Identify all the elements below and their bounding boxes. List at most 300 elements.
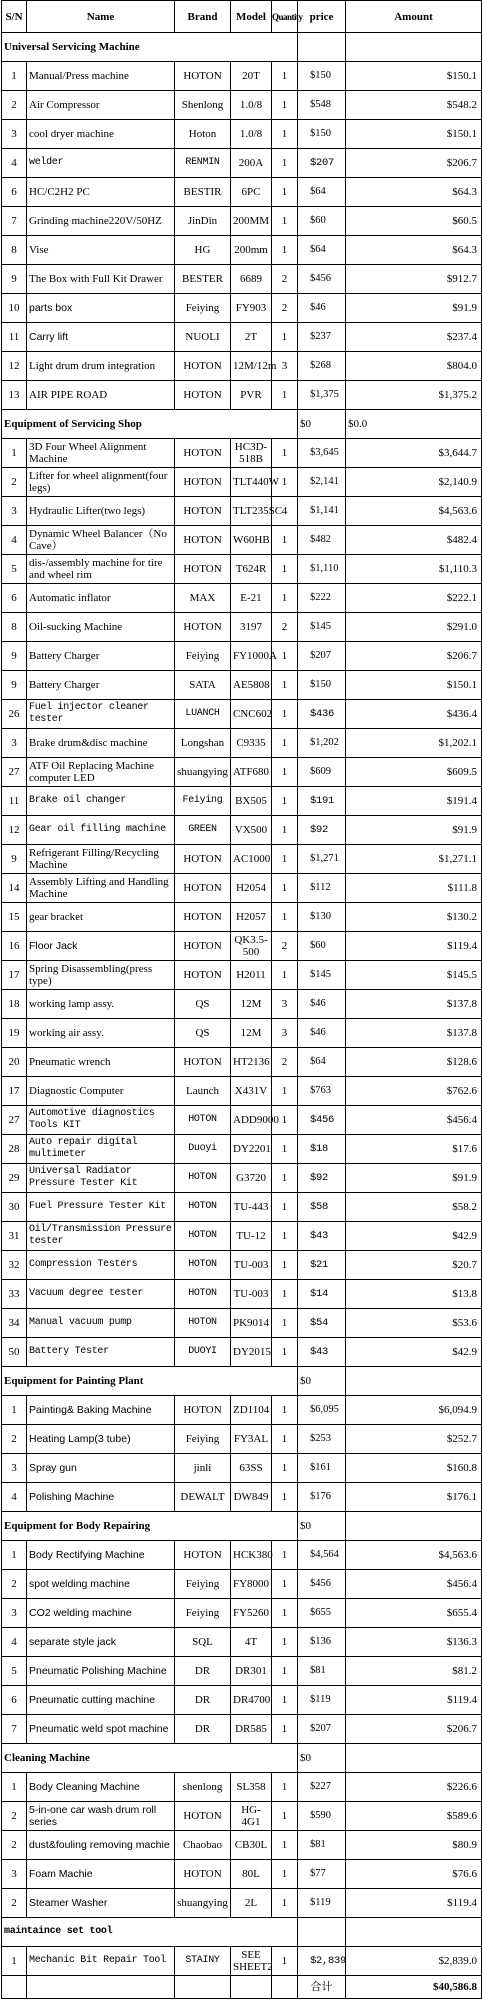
table-row — [2, 1628, 482, 1657]
cell-brand: DEWALT — [175, 1483, 231, 1512]
cell-brand: jinli — [175, 1454, 231, 1483]
table-row — [2, 642, 482, 671]
cell-amount: $456.4 — [346, 1106, 482, 1135]
cell-sn: 3 — [2, 1599, 27, 1628]
cell-quantity: 1 — [272, 207, 298, 236]
table-row — [2, 1599, 482, 1628]
cell-name: Carry lift — [27, 323, 175, 352]
table-row — [2, 62, 482, 91]
cell-brand: HOTON — [175, 1251, 231, 1280]
cell-price: $590 — [298, 1802, 346, 1831]
cell-quantity: 1 — [272, 1338, 298, 1367]
table-row — [2, 1570, 482, 1599]
table-row — [2, 1715, 482, 1744]
table-row — [2, 1889, 482, 1918]
cell-quantity: 1 — [272, 1135, 298, 1164]
cell-name: gear bracket — [27, 903, 175, 932]
section-title: Universal Servicing Machine — [2, 33, 298, 62]
cell-price: $4,564 — [298, 1541, 346, 1570]
section-price — [298, 1918, 346, 1947]
cell-model: G3720 — [231, 1164, 272, 1193]
cell-brand: Feiying — [175, 1425, 231, 1454]
table-body — [2, 33, 482, 1976]
cell-quantity: 2 — [272, 613, 298, 642]
cell-name: Automotive diagnostics Tools KIT — [27, 1106, 175, 1135]
cell-name: dis-/assembly machine for tire and wheel rim — [27, 555, 175, 584]
cell-name: Body Rectifying Machine — [27, 1541, 175, 1570]
cell-price: $207 — [298, 642, 346, 671]
cell-sn: 5 — [2, 1657, 27, 1686]
cell-quantity: 1 — [272, 1309, 298, 1338]
cell-price: $207 — [298, 149, 346, 178]
cell-brand: HOTON — [175, 845, 231, 874]
table-row — [2, 990, 482, 1019]
cell-amount: $137.8 — [346, 1019, 482, 1048]
cell-quantity: 1 — [272, 1570, 298, 1599]
cell-sn: 6 — [2, 178, 27, 207]
cell-model: DW849 — [231, 1483, 272, 1512]
cell-sn: 10 — [2, 294, 27, 323]
cell-sn: 1 — [2, 1773, 27, 1802]
table-row — [2, 1135, 482, 1164]
cell-price: $145 — [298, 613, 346, 642]
table-row — [2, 178, 482, 207]
cell-brand: HOTON — [175, 1048, 231, 1077]
cell-brand: HOTON — [175, 1222, 231, 1251]
cell-model: 4T — [231, 1628, 272, 1657]
cell-name: Vise — [27, 236, 175, 265]
cell-quantity: 1 — [272, 555, 298, 584]
cell-name: Body Cleaning Machine — [27, 1773, 175, 1802]
cell-amount: $136.3 — [346, 1628, 482, 1657]
cell-amount: $762.6 — [346, 1077, 482, 1106]
cell-amount: $76.6 — [346, 1860, 482, 1889]
cell-brand: STAINY — [175, 1947, 231, 1976]
cell-brand: BESTER — [175, 265, 231, 294]
cell-price: $21 — [298, 1251, 346, 1280]
cell-name: spot welding machine — [27, 1570, 175, 1599]
cell-sn: 30 — [2, 1193, 27, 1222]
cell-sn: 4 — [2, 1628, 27, 1657]
table-row — [2, 526, 482, 555]
cell-amount: $609.5 — [346, 758, 482, 787]
cell-price: $161 — [298, 1454, 346, 1483]
cell-price: $150 — [298, 671, 346, 700]
cell-quantity: 1 — [272, 816, 298, 845]
cell-quantity: 1 — [272, 1541, 298, 1570]
cell-name: Hydraulic Lifter(two legs) — [27, 497, 175, 526]
cell-brand: Chaobao — [175, 1831, 231, 1860]
cell-sn: 28 — [2, 1135, 27, 1164]
cell-price: $64 — [298, 178, 346, 207]
cell-model: H2011 — [231, 961, 272, 990]
cell-quantity: 1 — [272, 642, 298, 671]
cell-price: $436 — [298, 700, 346, 729]
cell-brand: shenlong — [175, 1773, 231, 1802]
table-row — [2, 207, 482, 236]
cell-quantity: 4 — [272, 497, 298, 526]
cell-amount: $91.9 — [346, 1164, 482, 1193]
cell-name: Diagnostic Computer — [27, 1077, 175, 1106]
cell-amount: $3,644.7 — [346, 439, 482, 468]
cell-model: TLT440W — [231, 468, 272, 497]
table-row — [2, 1425, 482, 1454]
cell-sn: 4 — [2, 1483, 27, 1512]
cell-price: $227 — [298, 1773, 346, 1802]
header-name: Name — [27, 1, 175, 33]
cell-brand: DR — [175, 1686, 231, 1715]
cell-name: Painting& Baking Machine — [27, 1396, 175, 1425]
section-title: Equipment of Servicing Shop — [2, 410, 298, 439]
table-row — [2, 1773, 482, 1802]
cell-price: $60 — [298, 932, 346, 961]
cell-brand: Feiying — [175, 294, 231, 323]
cell-quantity: 1 — [272, 1164, 298, 1193]
cell-model: VX500 — [231, 816, 272, 845]
total-label: 合计 — [298, 1976, 346, 1999]
cell-quantity: 1 — [272, 468, 298, 497]
cell-sn: 27 — [2, 758, 27, 787]
cell-model: FY8000 — [231, 1570, 272, 1599]
cell-amount: $20.7 — [346, 1251, 482, 1280]
cell-amount: $176.1 — [346, 1483, 482, 1512]
cell-brand: QS — [175, 990, 231, 1019]
cell-quantity: 1 — [272, 439, 298, 468]
table-row — [2, 555, 482, 584]
cell-sn: 16 — [2, 932, 27, 961]
cell-amount: $137.8 — [346, 990, 482, 1019]
cell-model: 6PC — [231, 178, 272, 207]
cell-sn: 2 — [2, 91, 27, 120]
cell-name: Battery Charger — [27, 642, 175, 671]
cell-quantity: 1 — [272, 381, 298, 410]
cell-amount: $237.4 — [346, 323, 482, 352]
cell-sn: 17 — [2, 1077, 27, 1106]
cell-amount: $42.9 — [346, 1222, 482, 1251]
cell-sn: 1 — [2, 1396, 27, 1425]
cell-amount: $456.4 — [346, 1570, 482, 1599]
table-row — [2, 758, 482, 787]
table-row — [2, 1164, 482, 1193]
cell-brand: Duoyi — [175, 1135, 231, 1164]
cell-brand: HOTON — [175, 1860, 231, 1889]
cell-model: ADD9000 — [231, 1106, 272, 1135]
cell-price: $191 — [298, 787, 346, 816]
table-row — [2, 845, 482, 874]
cell-name: Foam Machie — [27, 1860, 175, 1889]
table-row — [2, 613, 482, 642]
cell-model: FY1000A — [231, 642, 272, 671]
table-row — [2, 323, 482, 352]
cell-brand: SQL — [175, 1628, 231, 1657]
cell-sn: 6 — [2, 584, 27, 613]
cell-amount: $6,094.9 — [346, 1396, 482, 1425]
cell-price: $46 — [298, 990, 346, 1019]
cell-brand: HOTON — [175, 62, 231, 91]
table-row — [2, 1802, 482, 1831]
cell-quantity: 1 — [272, 91, 298, 120]
cell-name: Universal Radiator Pressure Tester Kit — [27, 1164, 175, 1193]
cell-quantity: 2 — [272, 1048, 298, 1077]
table-row — [2, 1454, 482, 1483]
cell-sn: 1 — [2, 439, 27, 468]
section-header-row — [2, 1367, 482, 1396]
cell-model: DY2201 — [231, 1135, 272, 1164]
cell-quantity: 2 — [272, 932, 298, 961]
table-row — [2, 816, 482, 845]
cell-amount: $53.6 — [346, 1309, 482, 1338]
cell-name: Brake drum&disc machine — [27, 729, 175, 758]
cell-sn: 19 — [2, 1019, 27, 1048]
table-row — [2, 1686, 482, 1715]
cell-amount: $128.6 — [346, 1048, 482, 1077]
cell-sn: 31 — [2, 1222, 27, 1251]
cell-brand: HOTON — [175, 903, 231, 932]
cell-model: 12M — [231, 990, 272, 1019]
cell-price: $130 — [298, 903, 346, 932]
section-price: $0 — [298, 410, 346, 439]
cell-amount: $81.2 — [346, 1657, 482, 1686]
cell-sn: 26 — [2, 700, 27, 729]
cell-price: $150 — [298, 120, 346, 149]
cell-price: $119 — [298, 1889, 346, 1918]
cell-brand: HOTON — [175, 932, 231, 961]
cell-quantity: 1 — [272, 149, 298, 178]
table-row — [2, 1338, 482, 1367]
header-brand: Brand — [175, 1, 231, 33]
cell-price: $112 — [298, 874, 346, 903]
cell-quantity: 3 — [272, 352, 298, 381]
cell-model: TU-12 — [231, 1222, 272, 1251]
cell-brand: MAX — [175, 584, 231, 613]
section-amount — [346, 1918, 482, 1947]
cell-name: Fuel Pressure Tester Kit — [27, 1193, 175, 1222]
section-header-row — [2, 33, 482, 62]
cell-price: $64 — [298, 1048, 346, 1077]
cell-quantity: 3 — [272, 1019, 298, 1048]
cell-brand: HOTON — [175, 1541, 231, 1570]
cell-price: $6,095 — [298, 1396, 346, 1425]
cell-price: $3,645 — [298, 439, 346, 468]
cell-price: $58 — [298, 1193, 346, 1222]
table-row — [2, 120, 482, 149]
cell-sn: 29 — [2, 1164, 27, 1193]
cell-model: TLT235SC — [231, 497, 272, 526]
cell-name: working lamp assy. — [27, 990, 175, 1019]
cell-sn: 9 — [2, 265, 27, 294]
cell-brand: RENMIN — [175, 149, 231, 178]
cell-model: 200A — [231, 149, 272, 178]
cell-sn: 13 — [2, 381, 27, 410]
cell-price: $119 — [298, 1686, 346, 1715]
cell-price: $1,202 — [298, 729, 346, 758]
cell-sn: 18 — [2, 990, 27, 1019]
table-row — [2, 1831, 482, 1860]
cell-brand: shuangying — [175, 1889, 231, 1918]
section-title: Equipment for Painting Plant — [2, 1367, 298, 1396]
cell-brand: DUOYI — [175, 1338, 231, 1367]
cell-price: $456 — [298, 1106, 346, 1135]
cell-sn: 3 — [2, 497, 27, 526]
cell-sn: 3 — [2, 1860, 27, 1889]
cell-model: 200mm — [231, 236, 272, 265]
cell-name: Lifter for wheel alignment(four legs) — [27, 468, 175, 497]
cell-name: Manual/Press machine — [27, 62, 175, 91]
cell-name: AIR PIPE ROAD — [27, 381, 175, 410]
cell-amount: $42.9 — [346, 1338, 482, 1367]
table-row — [2, 1193, 482, 1222]
cell-sn: 2 — [2, 1570, 27, 1599]
cell-name: Pneumatic Polishing Machine — [27, 1657, 175, 1686]
cell-brand: HOTON — [175, 874, 231, 903]
cell-quantity: 1 — [272, 1657, 298, 1686]
cell-price: $46 — [298, 1019, 346, 1048]
cell-sn: 3 — [2, 120, 27, 149]
cell-brand: NUOLI — [175, 323, 231, 352]
cell-model: 63SS — [231, 1454, 272, 1483]
cell-price: $43 — [298, 1222, 346, 1251]
cell-amount: $150.1 — [346, 671, 482, 700]
section-title: Cleaning Machine — [2, 1744, 298, 1773]
cell-amount: $1,271.1 — [346, 845, 482, 874]
cell-price: $456 — [298, 265, 346, 294]
cell-model: TU-003 — [231, 1280, 272, 1309]
cell-amount: $482.4 — [346, 526, 482, 555]
section-amount — [346, 33, 482, 62]
cell-model: HG-4G1 — [231, 1802, 272, 1831]
cell-price: $456 — [298, 1570, 346, 1599]
cell-quantity: 3 — [272, 990, 298, 1019]
cell-price: $176 — [298, 1483, 346, 1512]
table-row — [2, 1106, 482, 1135]
cell-model: AC1000 — [231, 845, 272, 874]
cell-amount: $226.6 — [346, 1773, 482, 1802]
cell-quantity: 1 — [272, 323, 298, 352]
table-row — [2, 265, 482, 294]
cell-model: H2057 — [231, 903, 272, 932]
cell-amount: $80.9 — [346, 1831, 482, 1860]
cell-sn: 4 — [2, 149, 27, 178]
cell-sn: 33 — [2, 1280, 27, 1309]
cell-brand: HOTON — [175, 468, 231, 497]
cell-quantity: 2 — [272, 265, 298, 294]
cell-quantity: 1 — [272, 1686, 298, 1715]
cell-price: $237 — [298, 323, 346, 352]
cell-name: Auto repair digital multimeter — [27, 1135, 175, 1164]
cell-sn: 11 — [2, 787, 27, 816]
cell-price: $64 — [298, 236, 346, 265]
cell-name: Fuel injector cleaner tester — [27, 700, 175, 729]
cell-quantity: 1 — [272, 526, 298, 555]
cell-brand: Shenlong — [175, 91, 231, 120]
cell-model: FY903 — [231, 294, 272, 323]
cell-price: $1,271 — [298, 845, 346, 874]
cell-price: $46 — [298, 294, 346, 323]
table-row — [2, 729, 482, 758]
header-sn: S/N — [2, 1, 27, 33]
cell-sn: 12 — [2, 816, 27, 845]
cell-amount: $119.4 — [346, 932, 482, 961]
table-row — [2, 1019, 482, 1048]
cell-amount: $4,563.6 — [346, 497, 482, 526]
cell-price: $77 — [298, 1860, 346, 1889]
header-amount: Amount — [346, 1, 482, 33]
section-price: $0 — [298, 1744, 346, 1773]
cell-model: SL358 — [231, 1773, 272, 1802]
cell-brand: HOTON — [175, 497, 231, 526]
cell-name: Dynamic Wheel Balancer（No Cave） — [27, 526, 175, 555]
cell-amount: $58.2 — [346, 1193, 482, 1222]
cell-name: 5-in-one car wash drum roll series — [27, 1802, 175, 1831]
cell-brand: HOTON — [175, 613, 231, 642]
cell-sn: 32 — [2, 1251, 27, 1280]
cell-model: PK9014 — [231, 1309, 272, 1338]
cell-quantity: 1 — [272, 845, 298, 874]
cell-price: $145 — [298, 961, 346, 990]
cell-price: $60 — [298, 207, 346, 236]
table-row — [2, 1077, 482, 1106]
cell-brand: HOTON — [175, 1164, 231, 1193]
cell-brand: Feiying — [175, 1570, 231, 1599]
cell-name: Light drum drum integration — [27, 352, 175, 381]
table-row — [2, 1947, 482, 1976]
cell-price: $482 — [298, 526, 346, 555]
cell-model: DR4700 — [231, 1686, 272, 1715]
cell-model: ZD1104 — [231, 1396, 272, 1425]
cell-sn: 2 — [2, 1802, 27, 1831]
equipment-price-table — [1, 0, 482, 1999]
cell-sn: 1 — [2, 1947, 27, 1976]
cell-brand: HOTON — [175, 961, 231, 990]
total-amount: $40,586.8 — [346, 1976, 482, 1999]
cell-name: Steamer Washer — [27, 1889, 175, 1918]
cell-amount: $1,110.3 — [346, 555, 482, 584]
cell-model: C9335 — [231, 729, 272, 758]
cell-sn: 3 — [2, 1454, 27, 1483]
cell-model: DR585 — [231, 1715, 272, 1744]
cell-quantity: 1 — [272, 1483, 298, 1512]
cell-brand: Hoton — [175, 120, 231, 149]
cell-quantity: 1 — [272, 1947, 298, 1976]
cell-price: $150 — [298, 62, 346, 91]
cell-sn: 12 — [2, 352, 27, 381]
table-row — [2, 1483, 482, 1512]
cell-brand: Feiying — [175, 642, 231, 671]
cell-amount: $2,839.0 — [346, 1947, 482, 1976]
header-quantity: Quantity — [272, 1, 298, 33]
cell-model: W60HB — [231, 526, 272, 555]
cell-amount: $206.7 — [346, 642, 482, 671]
cell-amount: $4,563.6 — [346, 1541, 482, 1570]
section-price: $0 — [298, 1367, 346, 1396]
cell-amount: $130.2 — [346, 903, 482, 932]
cell-model: 1.0/8 — [231, 120, 272, 149]
cell-quantity: 1 — [272, 1715, 298, 1744]
table-row — [2, 1541, 482, 1570]
cell-quantity: 1 — [272, 1077, 298, 1106]
cell-sn: 50 — [2, 1338, 27, 1367]
cell-quantity: 1 — [272, 178, 298, 207]
cell-brand: Longshan — [175, 729, 231, 758]
cell-model: 12M — [231, 1019, 272, 1048]
cell-sn: 3 — [2, 729, 27, 758]
cell-name: Brake oil changer — [27, 787, 175, 816]
cell-model: BX505 — [231, 787, 272, 816]
cell-name: HC/C2H2 PC — [27, 178, 175, 207]
cell-model: 6689 — [231, 265, 272, 294]
cell-sn: 11 — [2, 323, 27, 352]
cell-quantity: 1 — [272, 1599, 298, 1628]
